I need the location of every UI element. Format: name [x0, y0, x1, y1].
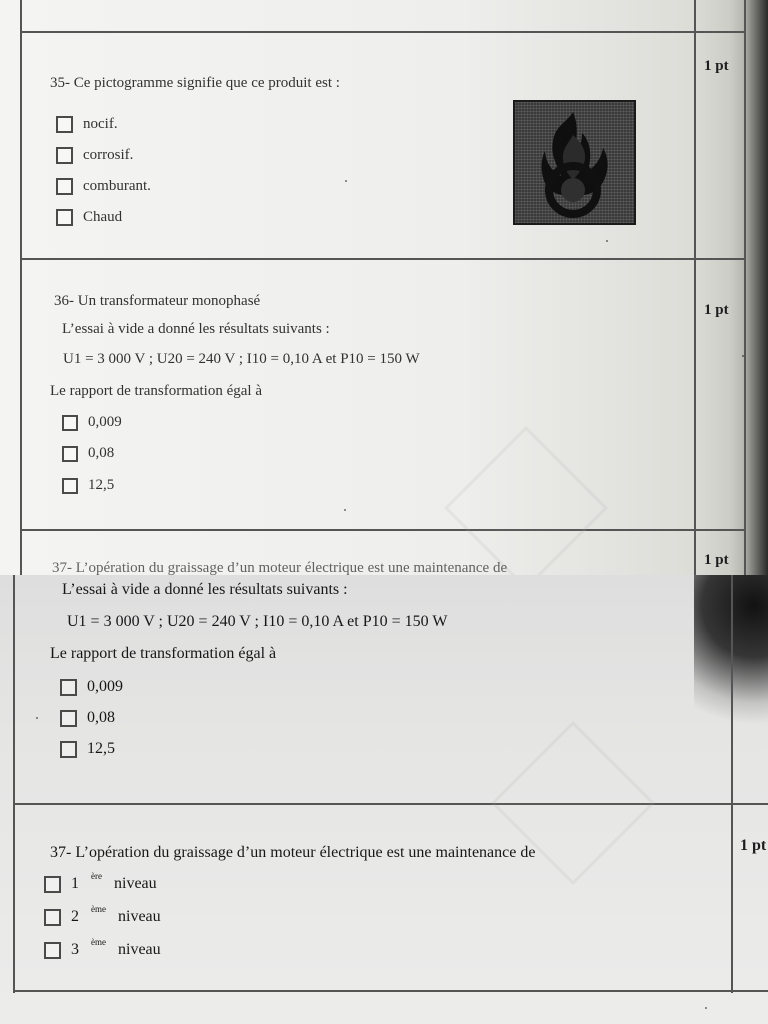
checkbox[interactable]: [56, 178, 73, 195]
option-suffix: ème: [91, 937, 106, 947]
top-row-divider-1: [20, 31, 746, 33]
paper-speck: [36, 717, 38, 719]
paper-speck: [345, 180, 347, 182]
option-label: 12,5: [87, 740, 115, 757]
checkbox[interactable]: [62, 478, 78, 494]
q37-option-2[interactable]: [44, 904, 161, 926]
option-label: niveau: [118, 941, 161, 958]
q36-bottom-option-3[interactable]: [60, 740, 115, 758]
checkbox[interactable]: [56, 116, 73, 133]
top-edge-shadow: [730, 0, 768, 575]
checkbox[interactable]: [60, 679, 77, 696]
option-label: corrosif.: [83, 147, 134, 163]
checkbox[interactable]: [56, 209, 73, 226]
option-number: 1: [71, 875, 79, 892]
bottom-row-divider-1: [13, 803, 768, 805]
q36-top-title: 36- Un transformateur monophasé: [54, 293, 261, 309]
q35-points: 1 pt: [704, 58, 729, 74]
bottom-photo: [0, 575, 768, 1024]
bottom-row-divider-2: [13, 990, 768, 992]
paper-speck: [344, 509, 346, 511]
q35-option-2[interactable]: [56, 147, 133, 164]
top-row-divider-3: [20, 529, 746, 531]
q37-top-points: 1 pt: [704, 552, 729, 568]
checkbox[interactable]: [60, 741, 77, 758]
paper-speck: [742, 355, 744, 357]
option-label: comburant.: [83, 178, 151, 194]
q36-top-line-1: L’essai à vide a donné les résultats suivants :: [62, 321, 330, 337]
q36-bottom-option-1[interactable]: [60, 678, 123, 696]
option-suffix: ème: [91, 904, 106, 914]
q36-top-option-3[interactable]: [62, 477, 114, 494]
option-number: 2: [71, 908, 79, 925]
option-label: 0,08: [87, 709, 115, 726]
q37-option-1[interactable]: [44, 871, 157, 893]
checkbox[interactable]: [56, 147, 73, 164]
checkbox[interactable]: [62, 446, 78, 462]
checkbox[interactable]: [60, 710, 77, 727]
option-label: nocif.: [83, 116, 118, 132]
q37-top-cut-question: 37- L’opération du graissage d’un moteur électrique est une maintenance de: [52, 560, 508, 575]
q36-top-option-1[interactable]: [62, 414, 122, 431]
q36-bottom-line-1: L’essai à vide a donné les résultats suivants :: [62, 581, 348, 598]
q37-question: 37- L’opération du graissage d’un moteur électrique est une maintenance de: [50, 844, 536, 861]
bottom-points-column-border: [731, 575, 733, 993]
q35-option-4[interactable]: [56, 209, 122, 226]
q35-question: 35- Ce pictogramme signifie que ce produit est :: [50, 75, 340, 91]
top-right-border: [744, 0, 746, 575]
oxidizer-hazard-icon: [513, 100, 636, 225]
paper-speck: [606, 240, 608, 242]
option-number: 3: [71, 941, 79, 958]
top-row-divider-2: [20, 258, 746, 260]
option-label: 0,009: [87, 678, 123, 695]
paper-speck: [705, 1007, 707, 1009]
option-label: niveau: [114, 875, 157, 892]
bottom-left-border: [13, 575, 15, 993]
checkbox[interactable]: [44, 942, 61, 959]
q35-option-1[interactable]: [56, 116, 118, 133]
top-points-column-border: [694, 0, 696, 575]
q36-bottom-line-3: Le rapport de transformation égal à: [50, 645, 277, 662]
checkbox[interactable]: [62, 415, 78, 431]
q37-points: 1 pt: [740, 837, 767, 854]
checkbox[interactable]: [44, 876, 61, 893]
top-left-border: [20, 0, 22, 575]
option-label: 0,009: [88, 414, 122, 430]
q35-option-3[interactable]: [56, 178, 151, 195]
q37-option-3[interactable]: [44, 937, 161, 959]
q36-bottom-line-2: U1 = 3 000 V ; U20 = 240 V ; I10 = 0,10 A et P10 = 150 W: [67, 613, 448, 630]
option-suffix: ère: [91, 871, 102, 881]
q36-top-option-2[interactable]: [62, 445, 114, 462]
q36-top-points: 1 pt: [704, 302, 729, 318]
option-label: niveau: [118, 908, 161, 925]
q36-top-line-3: Le rapport de transformation égal à: [50, 383, 262, 399]
top-watermark: [444, 426, 608, 575]
option-label: 12,5: [88, 477, 115, 493]
checkbox[interactable]: [44, 909, 61, 926]
option-label: 0,08: [88, 445, 115, 461]
q36-top-line-2: U1 = 3 000 V ; U20 = 240 V ; I10 = 0,10 A et P10 = 150 W: [63, 351, 420, 367]
option-label: Chaud: [83, 209, 123, 225]
q36-bottom-option-2[interactable]: [60, 709, 115, 727]
